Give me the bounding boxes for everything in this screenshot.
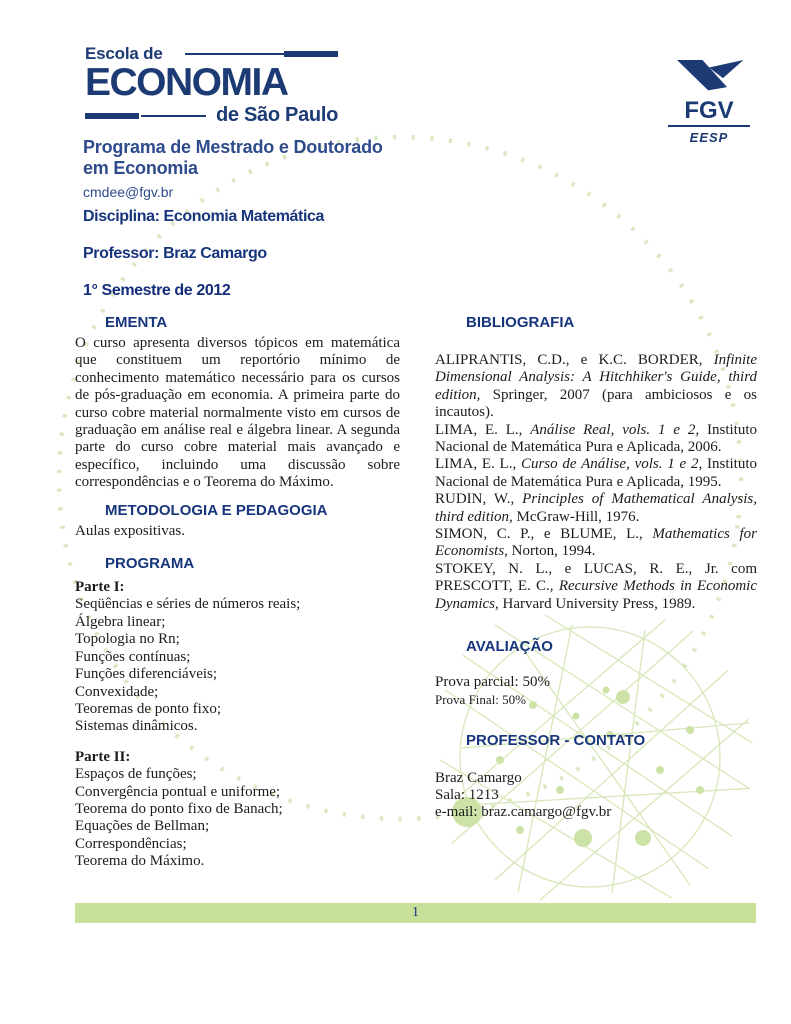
program-item: Sistemas dinâmicos. [75,718,198,735]
footer-bar [75,903,756,923]
right-column [435,315,757,871]
bibliography-reference: STOKEY, N. L., e LUCAS, R. E., Jr. com PRESCOTT, E. C., Recursive Methods in Economic Dynamics, Harvard University Press, 1989. [435,560,757,612]
logo-sao-paulo-text: de São Paulo [216,104,338,126]
prova-parcial: Prova parcial: 50% [435,674,550,691]
program-item: Convexidade; [75,683,159,700]
school-logo [85,44,338,127]
program-item: Teorema do ponto fixo de Banach; [75,800,283,817]
program-title-line1: Programa de Mestrado e Doutorado [83,137,383,157]
program-item: Correspondências; [75,835,187,852]
bibliography-list [435,352,757,613]
program-email: cmdee@fgv.br [83,184,174,200]
program-item: Convergência pontual e uniforme; [75,783,281,800]
logo-economia-text: ECONOMIA [85,61,288,104]
contact-email: e-mail: braz.camargo@fgv.br [435,804,612,821]
fgv-rule [668,125,750,127]
metodologia-heading: METODOLOGIA E PEDAGOGIA [105,501,328,519]
page-number: 1 [412,905,419,920]
left-column [75,315,400,871]
contato-heading: PROFESSOR - CONTATO [466,731,646,749]
logo-rule [85,113,139,119]
professor-line: Professor: Braz Camargo [83,245,267,262]
program-item: Teoremas de ponto fixo; [75,700,221,717]
bibliography-reference: ALIPRANTIS, C.D., e K.C. BORDER, Infinite Dimensional Analysis: A Hitchhiker's Guide, third edition, Springer, 2007 (para ambiciosos e os incautos). [435,352,757,421]
ementa-heading: EMENTA [105,314,168,331]
contact-name: Braz Camargo [435,769,522,786]
metodologia-body: Aulas expositivas. [75,522,185,539]
program-item: Equações de Bellman; [75,818,210,835]
contact-room: Sala: 1213 [435,786,499,803]
bibliography-reference: RUDIN, W., Principles of Mathematical Analysis, third edition, McGraw-Hill, 1976. [435,491,757,525]
programa-heading: PROGRAMA [105,555,195,573]
program-item: Topologia no Rn; [75,631,180,648]
program-item: Álgebra linear; [75,613,166,630]
logo-rule [284,51,338,57]
fgv-mark-icon [668,55,750,93]
logo-rule [185,53,284,55]
program-title [83,137,383,203]
document-body [75,315,757,871]
bibliografia-heading: BIBLIOGRAFIA [466,314,575,331]
logo-escola-de-text: Escola de [85,44,163,63]
semester-line: 1° Semestre de 2012 [83,282,231,299]
fgv-unit-text: EESP [689,130,729,145]
avaliacao-heading: AVALIAÇÃO [466,638,553,656]
program-item: Espaços de funções; [75,766,197,783]
fgv-acronym-text: FGV [684,97,734,124]
program-item: Seqüências e séries de números reais; [75,596,301,613]
program-item: Teorema do Máximo. [75,853,205,870]
program-title-line2: em Economia [83,158,198,178]
prova-final: Prova Final: 50% [435,691,526,707]
fgv-logo [668,55,750,145]
bibliography-reference: LIMA, E. L., Análise Real, vols. 1 e 2, Instituto Nacional de Matemática Pura e Aplicada, 2006. [435,421,757,456]
logo-rule [141,115,206,117]
bibliography-reference: SIMON, C. P., e BLUME, L., Mathematics for Economists, Norton, 1994. [435,526,757,560]
ementa-body: O curso apresenta diversos tópicos em matemática que constituem um reportório mínimo de conhecimento matemático necessário para os cursos de pós-graduação em economia. A primeira parte do curso cobre material normalmente visto em cursos de graduação em análise real e álgebra linear. A segunda parte do curso cobre material mais avançado e específico, incluindo uma discussão sobre correspondências e o Teorema do Máximo. [75,335,400,491]
program-item: Funções diferenciáveis; [75,666,218,683]
parte1-label: Parte I: [75,579,125,596]
parte2-label: Parte II: [75,748,131,765]
program-item: Funções contínuas; [75,648,191,665]
discipline-line: Disciplina: Economia Matemática [83,208,325,225]
bibliography-reference: LIMA, E. L., Curso de Análise, vols. 1 e 2, Instituto Nacional de Matemática Pura e Aplicada, 1995. [435,456,757,490]
